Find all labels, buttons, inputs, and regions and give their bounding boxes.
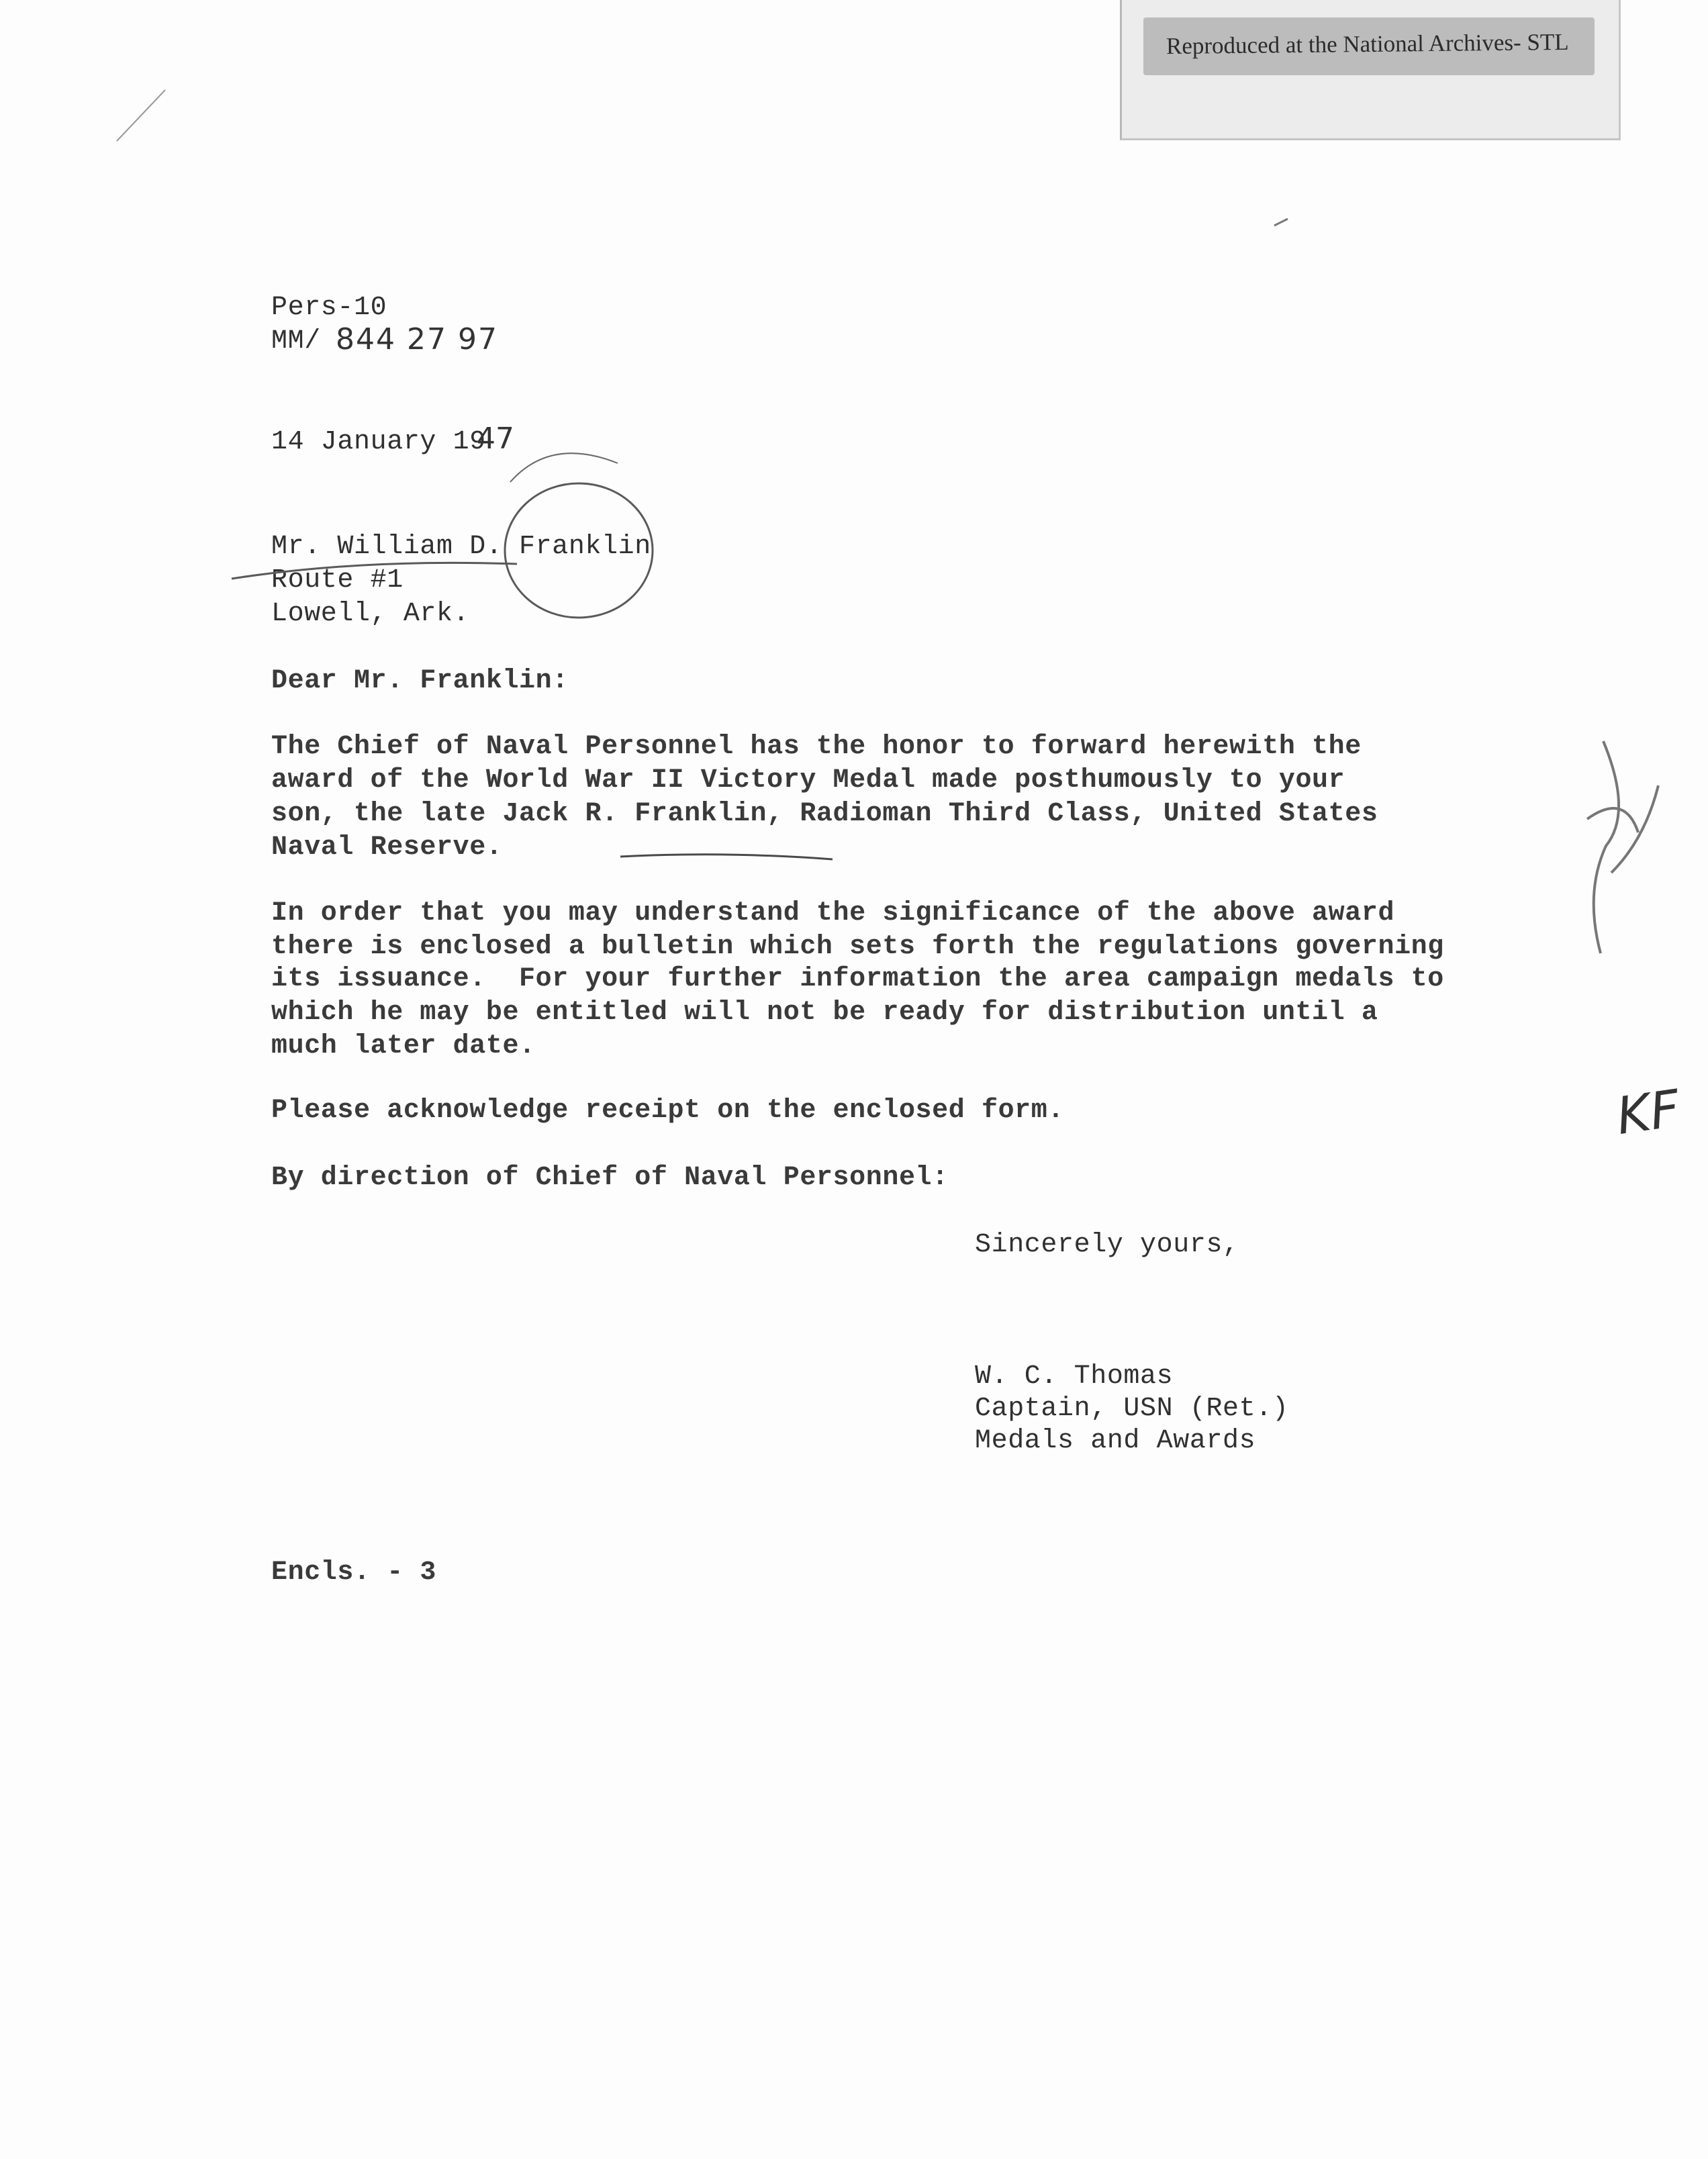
body-paragraph-2-line: there is enclosed a bulletin which sets forth the regulations governing xyxy=(271,932,1444,962)
pencil-scribble-signature xyxy=(1587,741,1658,953)
pencil-stray-mark xyxy=(117,90,165,141)
enclosures: Encls. - 3 xyxy=(271,1557,437,1588)
handwritten-date-year: 47 xyxy=(477,422,514,456)
addressee-name: Mr. William D. Franklin xyxy=(271,532,651,562)
pencil-arc-mark xyxy=(510,453,618,482)
signature-office: Medals and Awards xyxy=(975,1426,1256,1456)
body-paragraph-4: By direction of Chief of Naval Personnel: xyxy=(271,1163,949,1193)
body-paragraph-1-line: Naval Reserve. xyxy=(271,832,503,863)
letter-date: 14 January 19 xyxy=(271,427,486,457)
body-paragraph-1-line: The Chief of Naval Personnel has the honor to forward herewith the xyxy=(271,732,1362,762)
pencil-tick-mark xyxy=(1274,219,1288,226)
pencil-underline-name xyxy=(620,855,833,859)
closing: Sincerely yours, xyxy=(975,1230,1239,1260)
signature-rank: Captain, USN (Ret.) xyxy=(975,1394,1289,1424)
body-paragraph-2-line: which he may be entitled will not be ready for distribution until a xyxy=(271,998,1378,1028)
reference-prefix: MM/ xyxy=(271,326,321,356)
addressee-city: Lowell, Ark. xyxy=(271,599,470,629)
salutation: Dear Mr. Franklin: xyxy=(271,666,569,696)
reference-code: Pers-10 xyxy=(271,293,387,323)
body-paragraph-2-line: its issuance. For your further information the area campaign medals to xyxy=(271,964,1444,994)
signature-name: W. C. Thomas xyxy=(975,1361,1174,1392)
addressee-street: Route #1 xyxy=(271,565,404,595)
body-paragraph-3: Please acknowledge receipt on the enclosed form. xyxy=(271,1096,1064,1126)
body-paragraph-1-line: award of the World War II Victory Medal made posthumously to your xyxy=(271,765,1345,796)
body-paragraph-2-line: In order that you may understand the significance of the above award xyxy=(271,898,1395,928)
handwritten-service-number: 844 27 97 xyxy=(336,322,498,356)
body-paragraph-1-line: son, the late Jack R. Franklin, Radioman Third Class, United States xyxy=(271,799,1378,829)
archive-stamp-text: Reproduced at the National Archives- STL xyxy=(1166,28,1569,60)
archive-stamp xyxy=(1120,0,1621,140)
margin-initials: KF xyxy=(1613,1077,1684,1147)
body-paragraph-2-line: much later date. xyxy=(271,1031,536,1061)
